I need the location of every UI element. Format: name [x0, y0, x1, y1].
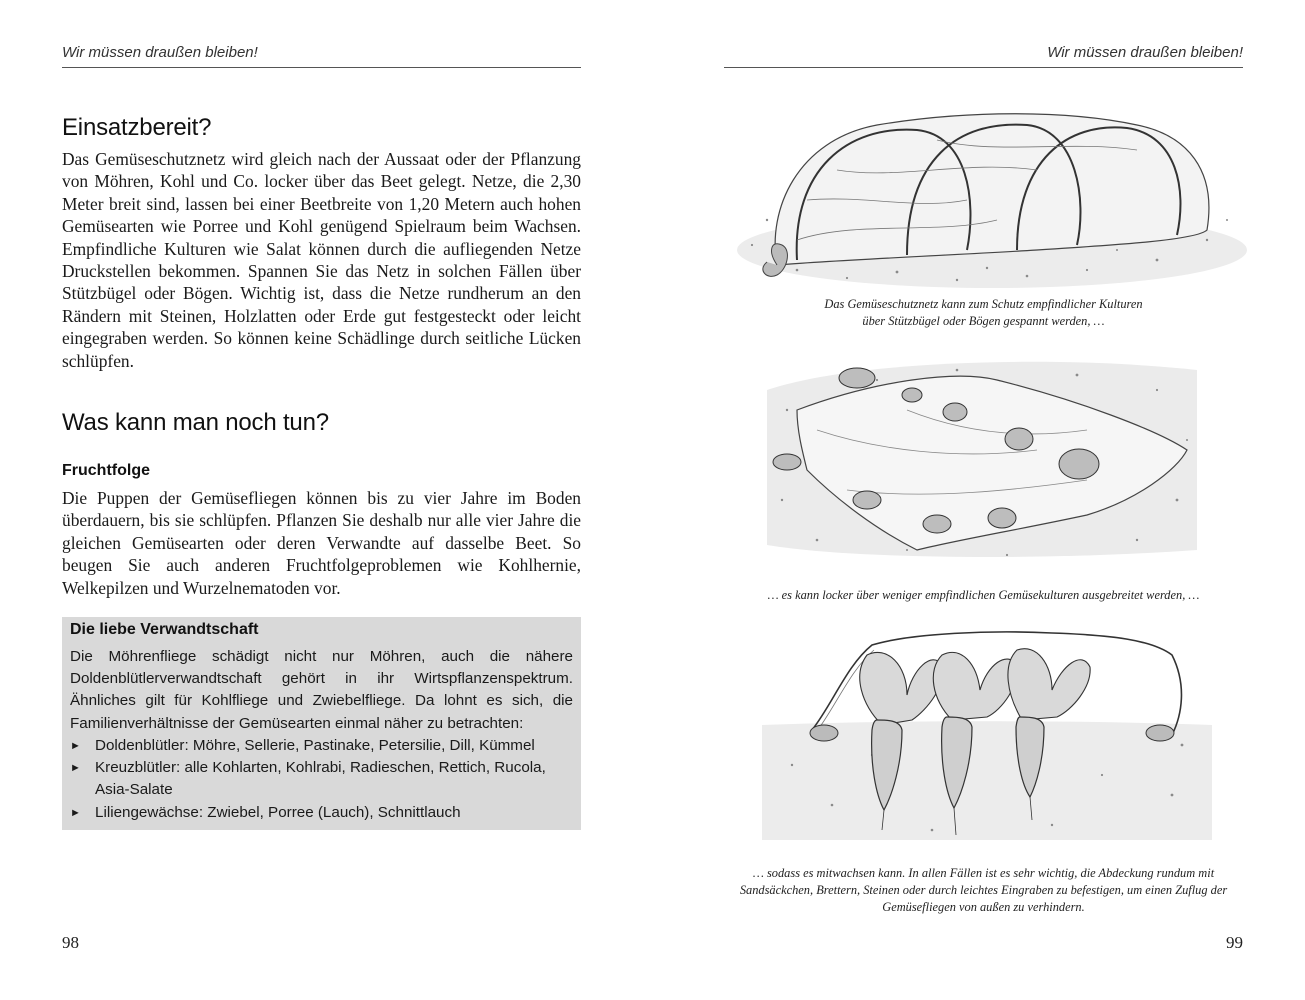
- paragraph-net-usage: Das Gemüseschutznetz wird gleich nach der Aussaat oder der Pflanzung von Möhren, Kohl und Co. locker über das Beet gelegt. Netze, die 2,30 Meter breit sind, lassen bei einer Beetbreite von 1,20 Metern auch hohen Gemüsearten wie Porree und Kohl genügend Spielraum beim Wachsen. Empfindliche Kulturen wie Salat können durch die aufliegenden Netze Druckstellen bekommen. Spannen Sie das Netz in solchen Fällen über Stützbügel oder Bögen. Wichtig ist, dass die Netze rundherum an den Rändern mit Steinen, Holzlatten oder Erde gut festgesteckt oder leicht eingegraben werden. So können keine Schädlinge durch seitliche Lücken schlüpfen.: [62, 149, 581, 371]
- heading-was-kann-man-tun: Was kann man noch tun?: [62, 409, 329, 436]
- caption-1-line-1: Das Gemüseschutznetz kann zum Schutz empfindlicher Kulturen: [824, 297, 1143, 311]
- net-over-hoops-illustration: [737, 100, 1247, 290]
- net-over-carrots-illustration: [752, 625, 1222, 845]
- header-rule-left: [62, 67, 581, 68]
- info-box-verwandtschaft: [62, 617, 581, 830]
- caption-1-line-2: über Stützbügel oder Bögen gespannt werden, …: [862, 314, 1105, 328]
- info-box-text: Die Möhrenfliege schädigt nicht nur Möhren, auch die nähere Doldenblütlerverwandtschaft gehört in ihr Wirtspflanzenspektrum. Ähnliches gilt für Kohlfliege und Zwiebelfliege. Da lohnt es sich, die Familienverhältnisse der Gemüsearten einmal näher zu betrachten:: [70, 648, 573, 732]
- subheading-fruchtfolge: Fruchtfolge: [62, 462, 150, 479]
- heading-einsatzbereit: Einsatzbereit?: [62, 114, 212, 141]
- triangle-bullet-icon: ►: [70, 740, 81, 752]
- net-laid-flat-illustration: [757, 350, 1207, 565]
- caption-3-line-2: Sandsäckchen, Brettern, Steinen oder durch leichtes Eingraben zu befestigen, um einen Zuflug der: [739, 883, 1228, 897]
- list-item: [70, 735, 570, 757]
- caption-3: [724, 865, 1243, 916]
- header-rule-right: [724, 67, 1243, 68]
- running-head-left: Wir müssen draußen bleiben!: [62, 44, 258, 61]
- left-page: [0, 0, 652, 1000]
- caption-3-line-3: Gemüsefliegen von außen zu verhindern.: [882, 900, 1085, 914]
- info-box-title: Die liebe Verwandtschaft: [70, 621, 259, 638]
- list-item-text: Doldenblütler: Möhre, Sellerie, Pastinake, Petersilie, Dill, Kümmel: [95, 737, 535, 754]
- list-item: [70, 802, 570, 824]
- caption-1: [724, 296, 1243, 330]
- list-item: [70, 757, 570, 801]
- page-number-right: 99: [1226, 933, 1243, 952]
- running-head-right: Wir müssen draußen bleiben!: [1047, 44, 1243, 61]
- list-item-text: Liliengewächse: Zwiebel, Porree (Lauch), Schnittlauch: [95, 803, 461, 821]
- info-box-list: [70, 735, 570, 824]
- paragraph-fruchtfolge: Die Puppen der Gemüsefliegen können bis zu vier Jahre im Boden überdauern, bis sie schlüpfen. Pflanzen Sie deshalb nur alle vier Jahre die gleichen Gemüsearten oder deren Verwandte auf dasselbe Beet. So beugen Sie auch anderen Fruchtfolgeproblemen wie Kohlhernie, Welkepilzen und Wurzelnematoden vor.: [62, 488, 581, 598]
- caption-3-line-1: … sodass es mitwachsen kann. In allen Fällen ist es sehr wichtig, die Abdeckung rundum mit: [752, 866, 1215, 880]
- triangle-bullet-icon: ►: [70, 762, 81, 775]
- page-number-left: 98: [62, 933, 79, 952]
- triangle-bullet-icon: ►: [70, 806, 81, 819]
- list-item-text: Kreuzblütler: alle Kohlarten, Kohlrabi, Radieschen, Rettich, Rucola, Asia-Salate: [95, 759, 546, 799]
- right-page: [652, 0, 1305, 1000]
- caption-2: … es kann locker über weniger empfindlichen Gemüsekulturen ausgebreitet werden, …: [767, 588, 1200, 602]
